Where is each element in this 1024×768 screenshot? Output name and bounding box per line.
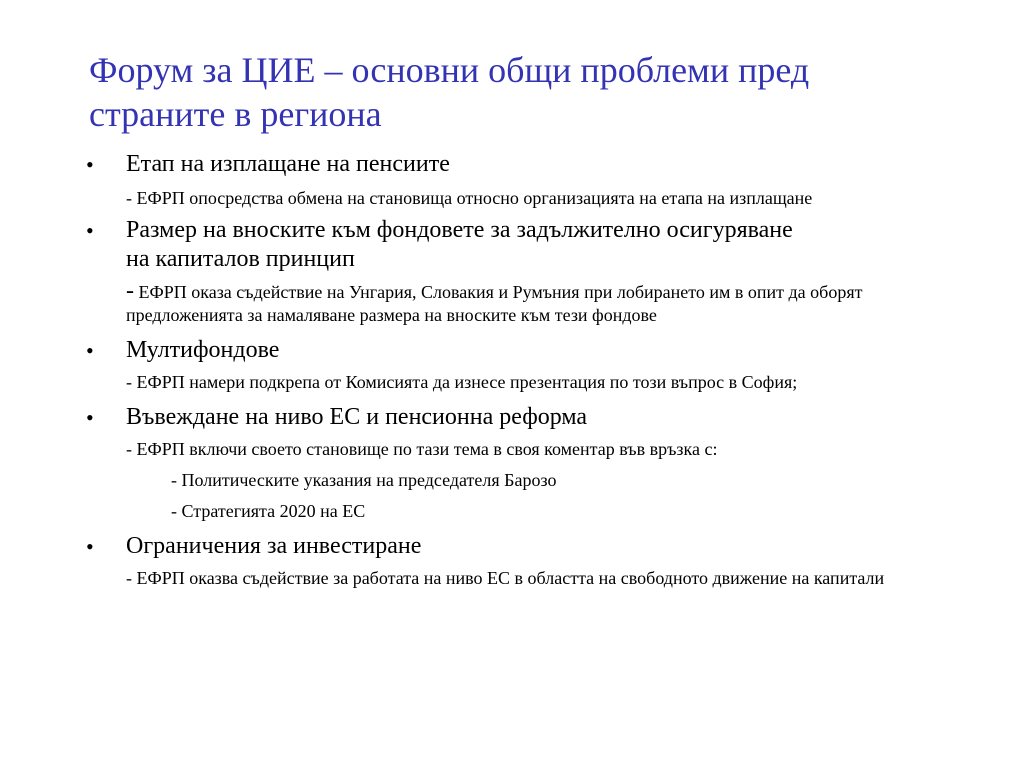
sub-dash: - (126, 278, 134, 304)
slide-title (89, 48, 989, 136)
bullet-icon: • (86, 534, 94, 559)
bullet-item-multifunds (0, 336, 1024, 394)
bullet-subsubtext: - Стратегията 2020 на ЕС (171, 501, 366, 521)
bullet-item-investment-limits (0, 532, 1024, 590)
bullet-heading: Въвеждане на ниво ЕС и пенсионна реформа (126, 404, 588, 430)
bullet-list (0, 150, 1024, 590)
bullet-subsubtext: - Политическите указания на председателя Барозо (171, 470, 557, 490)
title-line-2: страните в региона (89, 94, 382, 134)
bullet-heading: Ограничения за инвестиране (126, 533, 422, 559)
bullet-subtext: - ЕФРП намери подкрепа от Комисията да изнесе презентация по този въпрос в София; (126, 372, 798, 392)
bullet-subtext: - ЕФРП включи своето становище по тази тема в своя коментар във връзка с: (126, 439, 718, 459)
bullet-item-contributions (0, 216, 1024, 327)
bullet-icon: • (86, 218, 94, 243)
bullet-item-eu-reform (0, 403, 1024, 523)
bullet-subtext: - ЕФРП оказва съдействие за работата на ниво ЕС в областта на свободното движение на капитали (126, 568, 885, 588)
bullet-subtext-body: ЕФРП оказа съдействие на Унгария, Словакия и Румъния при лобирането им в опит да оборят предложенията за намаляване размера на вноските към тези фондове (126, 282, 863, 325)
bullet-heading: Етап на изплащане на пенсиите (126, 151, 450, 177)
title-line-1: Форум за ЦИЕ – основни общи проблеми пред (89, 50, 810, 90)
bullet-subtext (0, 280, 906, 327)
bullet-subtext: - ЕФРП опосредства обмена на становища относно организацията на етапа на изплащане (126, 188, 813, 208)
bullet-heading-line-2: на капиталов принцип (126, 246, 355, 272)
bullet-heading-line-1: Размер на вноските към фондовете за задължително осигуряване (126, 217, 793, 243)
bullet-icon: • (86, 338, 94, 363)
bullet-icon: • (86, 405, 94, 430)
bullet-icon: • (86, 152, 94, 177)
bullet-heading: Мултифондове (126, 337, 280, 363)
bullet-item-payout (0, 150, 1024, 210)
